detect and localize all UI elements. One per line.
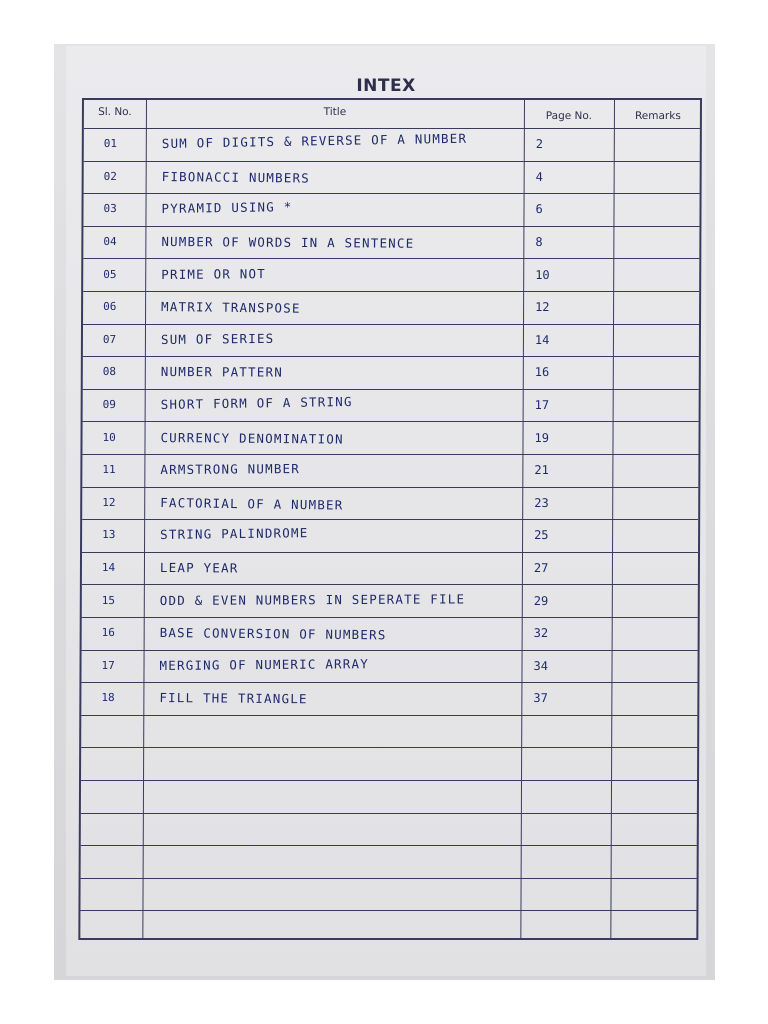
sl-no-cell: 01 <box>103 137 118 151</box>
sl-no-cell: 14 <box>101 561 116 575</box>
page-no-cell: 25 <box>534 528 549 543</box>
page-no-cell: 37 <box>533 691 548 706</box>
table-row <box>83 291 699 324</box>
page-title: INTEX <box>356 76 416 96</box>
sl-no-cell: 16 <box>101 626 115 640</box>
title-cell: FACTORIAL OF A NUMBER <box>160 494 344 513</box>
column-header-title: Title <box>323 106 347 118</box>
page-no-cell: 19 <box>534 430 550 445</box>
index-table <box>78 98 702 940</box>
sl-no-cell: 04 <box>103 235 117 249</box>
table-row <box>84 128 700 161</box>
table-row <box>82 487 698 520</box>
title-cell: SHORT FORM OF A STRING <box>160 394 353 413</box>
title-cell: LEAP YEAR <box>159 560 239 576</box>
sl-no-cell: 03 <box>103 202 117 216</box>
table-row <box>83 324 699 357</box>
sl-no-cell: 11 <box>102 463 116 477</box>
sl-no-cell: 17 <box>101 658 115 672</box>
sl-no-cell: 07 <box>102 332 117 346</box>
page-no-cell: 4 <box>535 169 543 184</box>
table-row <box>83 389 699 422</box>
table-row <box>82 421 698 454</box>
page-no-cell: 16 <box>534 365 550 380</box>
title-cell: MERGING OF NUMERIC ARRAY <box>159 656 369 673</box>
column-header-page-no: Page No. <box>545 110 593 122</box>
title-cell: PYRAMID USING * <box>161 199 293 217</box>
table-row <box>83 226 699 259</box>
sl-no-cell: 02 <box>103 169 117 183</box>
column-header-remarks: Remarks <box>634 110 681 122</box>
blank-row <box>81 813 697 846</box>
sl-no-cell: 12 <box>102 495 116 509</box>
sl-no-cell: 08 <box>102 365 117 379</box>
page-no-cell: 34 <box>533 658 549 673</box>
table-row <box>82 584 698 617</box>
blank-row <box>81 780 697 813</box>
page-no-cell: 6 <box>535 202 543 217</box>
table-row <box>83 193 699 226</box>
blank-row <box>81 715 697 748</box>
blank-row <box>81 747 697 780</box>
photo-background <box>54 44 715 980</box>
sl-no-cell: 18 <box>101 691 115 705</box>
table-row <box>82 519 698 552</box>
blank-row <box>81 845 697 878</box>
table-row <box>82 454 698 487</box>
table-row <box>84 161 700 194</box>
title-cell: FIBONACCI NUMBERS <box>161 168 311 186</box>
page-no-cell: 29 <box>533 593 549 608</box>
table-row <box>82 552 698 585</box>
sl-no-cell: 15 <box>101 593 116 607</box>
title-cell: SUM OF SERIES <box>160 330 275 347</box>
title-cell: ARMSTRONG NUMBER <box>160 461 301 478</box>
page-no-cell: 8 <box>535 235 543 250</box>
sl-no-cell: 05 <box>103 267 117 281</box>
page-no-cell: 2 <box>535 137 544 152</box>
title-cell: NUMBER PATTERN <box>160 364 284 381</box>
title-cell: ODD & EVEN NUMBERS IN SEPERATE FILE <box>159 591 466 608</box>
title-cell: PRIME OR NOT <box>161 265 266 282</box>
page-no-cell: 10 <box>535 267 550 282</box>
table-row <box>81 650 697 683</box>
table-row <box>81 682 697 715</box>
page-no-cell: 23 <box>534 495 549 510</box>
table-row <box>83 356 699 389</box>
page-no-cell: 12 <box>535 300 550 315</box>
page-no-cell: 27 <box>533 561 549 576</box>
title-cell: BASE CONVERSION OF NUMBERS <box>159 625 387 643</box>
sl-no-cell: 06 <box>103 300 117 314</box>
table-row <box>83 258 699 291</box>
table-row <box>82 617 698 650</box>
column-header-sl-no: Sl. No. <box>98 106 132 118</box>
page-no-cell: 17 <box>534 398 550 413</box>
title-cell: FILL THE TRIANGLE <box>159 690 308 707</box>
title-cell: SUM OF DIGITS & REVERSE OF A NUMBER <box>161 130 468 152</box>
sl-no-cell: 09 <box>102 398 116 412</box>
title-cell: MATRIX TRANSPOSE <box>160 299 301 317</box>
page-no-cell: 21 <box>534 463 549 478</box>
page-no-cell: 32 <box>533 626 549 641</box>
title-cell: NUMBER OF WORDS IN A SENTENCE <box>161 234 415 251</box>
blank-row <box>80 910 696 943</box>
sl-no-cell: 13 <box>102 528 116 542</box>
title-cell: CURRENCY DENOMINATION <box>160 429 344 447</box>
index-sheet <box>66 46 706 976</box>
blank-row <box>80 878 696 911</box>
sl-no-cell: 10 <box>102 430 116 444</box>
page-no-cell: 14 <box>534 332 550 347</box>
title-cell: STRING PALINDROME <box>160 525 309 543</box>
